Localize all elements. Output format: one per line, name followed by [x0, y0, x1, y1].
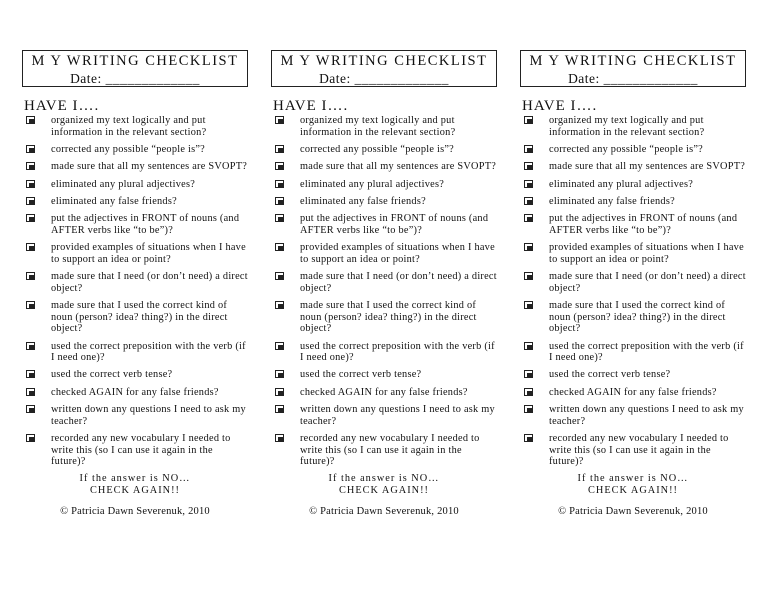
checklist-item-text: recorded any new vocabulary I needed to write this (so I can use it again in the future)?	[300, 433, 480, 468]
checklist-heading: HAVE I….	[522, 98, 598, 114]
checklist-item	[22, 144, 248, 156]
checklist-item	[271, 433, 497, 468]
checkbox-icon[interactable]	[524, 180, 533, 188]
date-field: Date: _____________	[70, 71, 200, 86]
checklist-title: M Y WRITING CHECKLIST	[280, 53, 488, 69]
checklist-item-text: made sure that I need (or don’t need) a direct object?	[549, 271, 746, 294]
checkbox-icon[interactable]	[524, 405, 533, 413]
checklist-item-text: organized my text logically and put information in the relevant section?	[300, 115, 456, 138]
checkbox-icon[interactable]	[26, 301, 35, 309]
checkbox-icon[interactable]	[524, 162, 533, 170]
checkbox-icon[interactable]	[26, 388, 35, 396]
checkbox-icon[interactable]	[275, 180, 284, 188]
checklist-item	[271, 341, 497, 364]
checklist-items	[271, 115, 497, 468]
checklist-item-text: used the correct verb tense?	[300, 369, 422, 381]
footer-line-2: CHECK AGAIN!!	[588, 484, 678, 496]
checklist-item	[271, 369, 497, 381]
checklist-item-text: organized my text logically and put information in the relevant section?	[51, 115, 207, 138]
checklist-item	[22, 387, 248, 399]
checklist-item-text: made sure that all my sentences are SVOPT?	[300, 161, 497, 173]
checklist-item	[271, 115, 497, 138]
checkbox-icon[interactable]	[26, 145, 35, 153]
checklist-items	[22, 115, 248, 468]
copyright: © Patricia Dawn Severenuk, 2010	[309, 506, 459, 518]
checklist-item-text: recorded any new vocabulary I needed to write this (so I can use it again in the future)?	[549, 433, 729, 468]
checkbox-icon[interactable]	[275, 243, 284, 251]
footer-note	[520, 473, 746, 496]
checklist-item	[520, 271, 746, 294]
checkbox-icon[interactable]	[524, 370, 533, 378]
checklist-item	[271, 161, 497, 173]
footer-line-2: CHECK AGAIN!!	[90, 484, 180, 496]
checklist-item-text: written down any questions I need to ask my teacher?	[549, 404, 744, 427]
checkbox-icon[interactable]	[26, 180, 35, 188]
checklist-heading: HAVE I….	[273, 98, 349, 114]
checklist-item	[520, 433, 746, 468]
checklist-item-text: eliminated any plural adjectives?	[549, 178, 694, 190]
checklist-item	[22, 341, 248, 364]
checkbox-icon[interactable]	[26, 243, 35, 251]
checklist-item	[520, 179, 746, 191]
title-box	[271, 50, 497, 87]
footer-line-1: If the answer is NO…	[79, 473, 191, 485]
checklist-item-text: put the adjectives in FRONT of nouns (and AFTER verbs like “to be”)?	[300, 213, 489, 236]
checkbox-icon[interactable]	[26, 272, 35, 280]
checklist-item	[520, 196, 746, 208]
checklist-item	[271, 271, 497, 294]
checkbox-icon[interactable]	[275, 116, 284, 124]
checkbox-icon[interactable]	[275, 162, 284, 170]
checklist-item-text: made sure that I used the correct kind of noun (person? idea? thing?) in the direct object?	[549, 300, 726, 335]
checklist-item-text: used the correct preposition with the verb (if I need one)?	[51, 340, 246, 364]
checklist-item-text: written down any questions I need to ask my teacher?	[51, 404, 246, 427]
checklist-item-text: used the correct verb tense?	[51, 369, 173, 381]
checklist-item	[22, 161, 248, 173]
checklist-item-text: checked AGAIN for any false friends?	[549, 386, 717, 398]
footer-line-2: CHECK AGAIN!!	[339, 484, 429, 496]
checklist-item-text: corrected any possible “people is”?	[51, 143, 205, 155]
checklist-item	[520, 115, 746, 138]
checkbox-icon[interactable]	[26, 370, 35, 378]
footer-line-1: If the answer is NO…	[577, 473, 689, 485]
copyright: © Patricia Dawn Severenuk, 2010	[60, 506, 210, 518]
checklist-item	[271, 300, 497, 335]
checklist-item-text: made sure that I used the correct kind of noun (person? idea? thing?) in the direct object?	[300, 300, 477, 335]
checklist-item	[22, 213, 248, 236]
checklist-item	[22, 179, 248, 191]
checkbox-icon[interactable]	[275, 405, 284, 413]
checkbox-icon[interactable]	[26, 197, 35, 205]
checkbox-icon[interactable]	[26, 405, 35, 413]
title-box	[22, 50, 248, 87]
checkbox-icon[interactable]	[275, 388, 284, 396]
checklist-item	[22, 433, 248, 468]
checklist-item	[520, 369, 746, 381]
date-field: Date: _____________	[568, 71, 698, 86]
checkbox-icon[interactable]	[524, 272, 533, 280]
checkbox-icon[interactable]	[275, 370, 284, 378]
checklist-item-text: eliminated any false friends?	[51, 196, 177, 208]
checklist-items	[520, 115, 746, 468]
checklist-item	[22, 115, 248, 138]
checklist-item	[271, 387, 497, 399]
checklist-item	[22, 242, 248, 265]
checklist-item-text: made sure that I used the correct kind of noun (person? idea? thing?) in the direct object?	[51, 300, 228, 335]
checklist-item-text: corrected any possible “people is”?	[549, 143, 703, 155]
checklist-item	[271, 179, 497, 191]
checklist-item	[520, 144, 746, 156]
checklist-item-text: made sure that all my sentences are SVOPT?	[549, 161, 746, 173]
checklist-item	[271, 213, 497, 236]
checkbox-icon[interactable]	[524, 243, 533, 251]
checklist-item	[520, 242, 746, 265]
checklist-item-text: provided examples of situations when I have to support an idea or point?	[300, 242, 495, 265]
checkbox-icon[interactable]	[524, 301, 533, 309]
checkbox-icon[interactable]	[26, 116, 35, 124]
checklist-item	[22, 369, 248, 381]
checklist-item	[520, 404, 746, 427]
checkbox-icon[interactable]	[275, 197, 284, 205]
checklist-card-3	[520, 50, 746, 517]
checklist-item	[271, 404, 497, 427]
checklist-item	[22, 196, 248, 208]
checklist-item-text: put the adjectives in FRONT of nouns (and AFTER verbs like “to be”)?	[51, 213, 240, 236]
checklist-item-text: eliminated any plural adjectives?	[300, 178, 445, 190]
title-box	[520, 50, 746, 87]
checklist-item	[520, 300, 746, 335]
checklist-item	[271, 144, 497, 156]
checkbox-icon[interactable]	[524, 214, 533, 222]
checkbox-icon[interactable]	[524, 342, 533, 350]
checkbox-icon[interactable]	[524, 145, 533, 153]
checklist-item	[22, 271, 248, 294]
checklist-item-text: used the correct preposition with the verb (if I need one)?	[549, 340, 744, 364]
footer-line-1: If the answer is NO…	[328, 473, 440, 485]
checklist-item	[520, 213, 746, 236]
checkbox-icon[interactable]	[524, 388, 533, 396]
checklist-item	[520, 161, 746, 173]
checklist-item-text: provided examples of situations when I have to support an idea or point?	[51, 242, 246, 265]
checkbox-icon[interactable]	[275, 214, 284, 222]
footer-note	[22, 473, 248, 496]
checklist-item	[271, 196, 497, 208]
checklist-item-text: made sure that I need (or don’t need) a direct object?	[300, 271, 497, 294]
checkbox-icon[interactable]	[26, 162, 35, 170]
checkbox-icon[interactable]	[275, 145, 284, 153]
checkbox-icon[interactable]	[26, 214, 35, 222]
checkbox-icon[interactable]	[275, 342, 284, 350]
checklist-item-text: written down any questions I need to ask my teacher?	[300, 404, 495, 427]
checklist-item-text: used the correct preposition with the verb (if I need one)?	[300, 340, 495, 364]
checkbox-icon[interactable]	[26, 342, 35, 350]
checklist-item-text: checked AGAIN for any false friends?	[300, 386, 468, 398]
checklist-item-text: put the adjectives in FRONT of nouns (and AFTER verbs like “to be”)?	[549, 213, 738, 236]
checklist-card-1	[22, 50, 248, 517]
checklist-title: M Y WRITING CHECKLIST	[31, 53, 239, 69]
date-field: Date: _____________	[319, 71, 449, 86]
footer-note	[271, 473, 497, 496]
checkbox-icon[interactable]	[524, 116, 533, 124]
checklist-item-text: eliminated any false friends?	[549, 196, 675, 208]
checklist-item	[520, 387, 746, 399]
checkbox-icon[interactable]	[26, 434, 35, 442]
checkbox-icon[interactable]	[275, 434, 284, 442]
checklist-item-text: made sure that I need (or don’t need) a direct object?	[51, 271, 248, 294]
checkbox-icon[interactable]	[275, 301, 284, 309]
checklist-item-text: provided examples of situations when I have to support an idea or point?	[549, 242, 744, 265]
checklist-item-text: recorded any new vocabulary I needed to write this (so I can use it again in the future)?	[51, 433, 231, 468]
checkbox-icon[interactable]	[524, 434, 533, 442]
checklist-item-text: made sure that all my sentences are SVOPT?	[51, 161, 248, 173]
checklist-item	[22, 404, 248, 427]
checkbox-icon[interactable]	[524, 197, 533, 205]
checklist-heading: HAVE I….	[24, 98, 100, 114]
checklist-item	[520, 341, 746, 364]
checklist-item-text: eliminated any plural adjectives?	[51, 178, 196, 190]
checklist-item-text: used the correct verb tense?	[549, 369, 671, 381]
checkbox-icon[interactable]	[275, 272, 284, 280]
checklist-item-text: eliminated any false friends?	[300, 196, 426, 208]
checklist-item-text: organized my text logically and put information in the relevant section?	[549, 115, 705, 138]
checklist-item-text: checked AGAIN for any false friends?	[51, 386, 219, 398]
checklist-item	[271, 242, 497, 265]
checklist-item-text: corrected any possible “people is”?	[300, 143, 454, 155]
checklist-item	[22, 300, 248, 335]
copyright: © Patricia Dawn Severenuk, 2010	[558, 506, 708, 518]
checklist-card-2	[271, 50, 497, 517]
checklist-title: M Y WRITING CHECKLIST	[529, 53, 737, 69]
